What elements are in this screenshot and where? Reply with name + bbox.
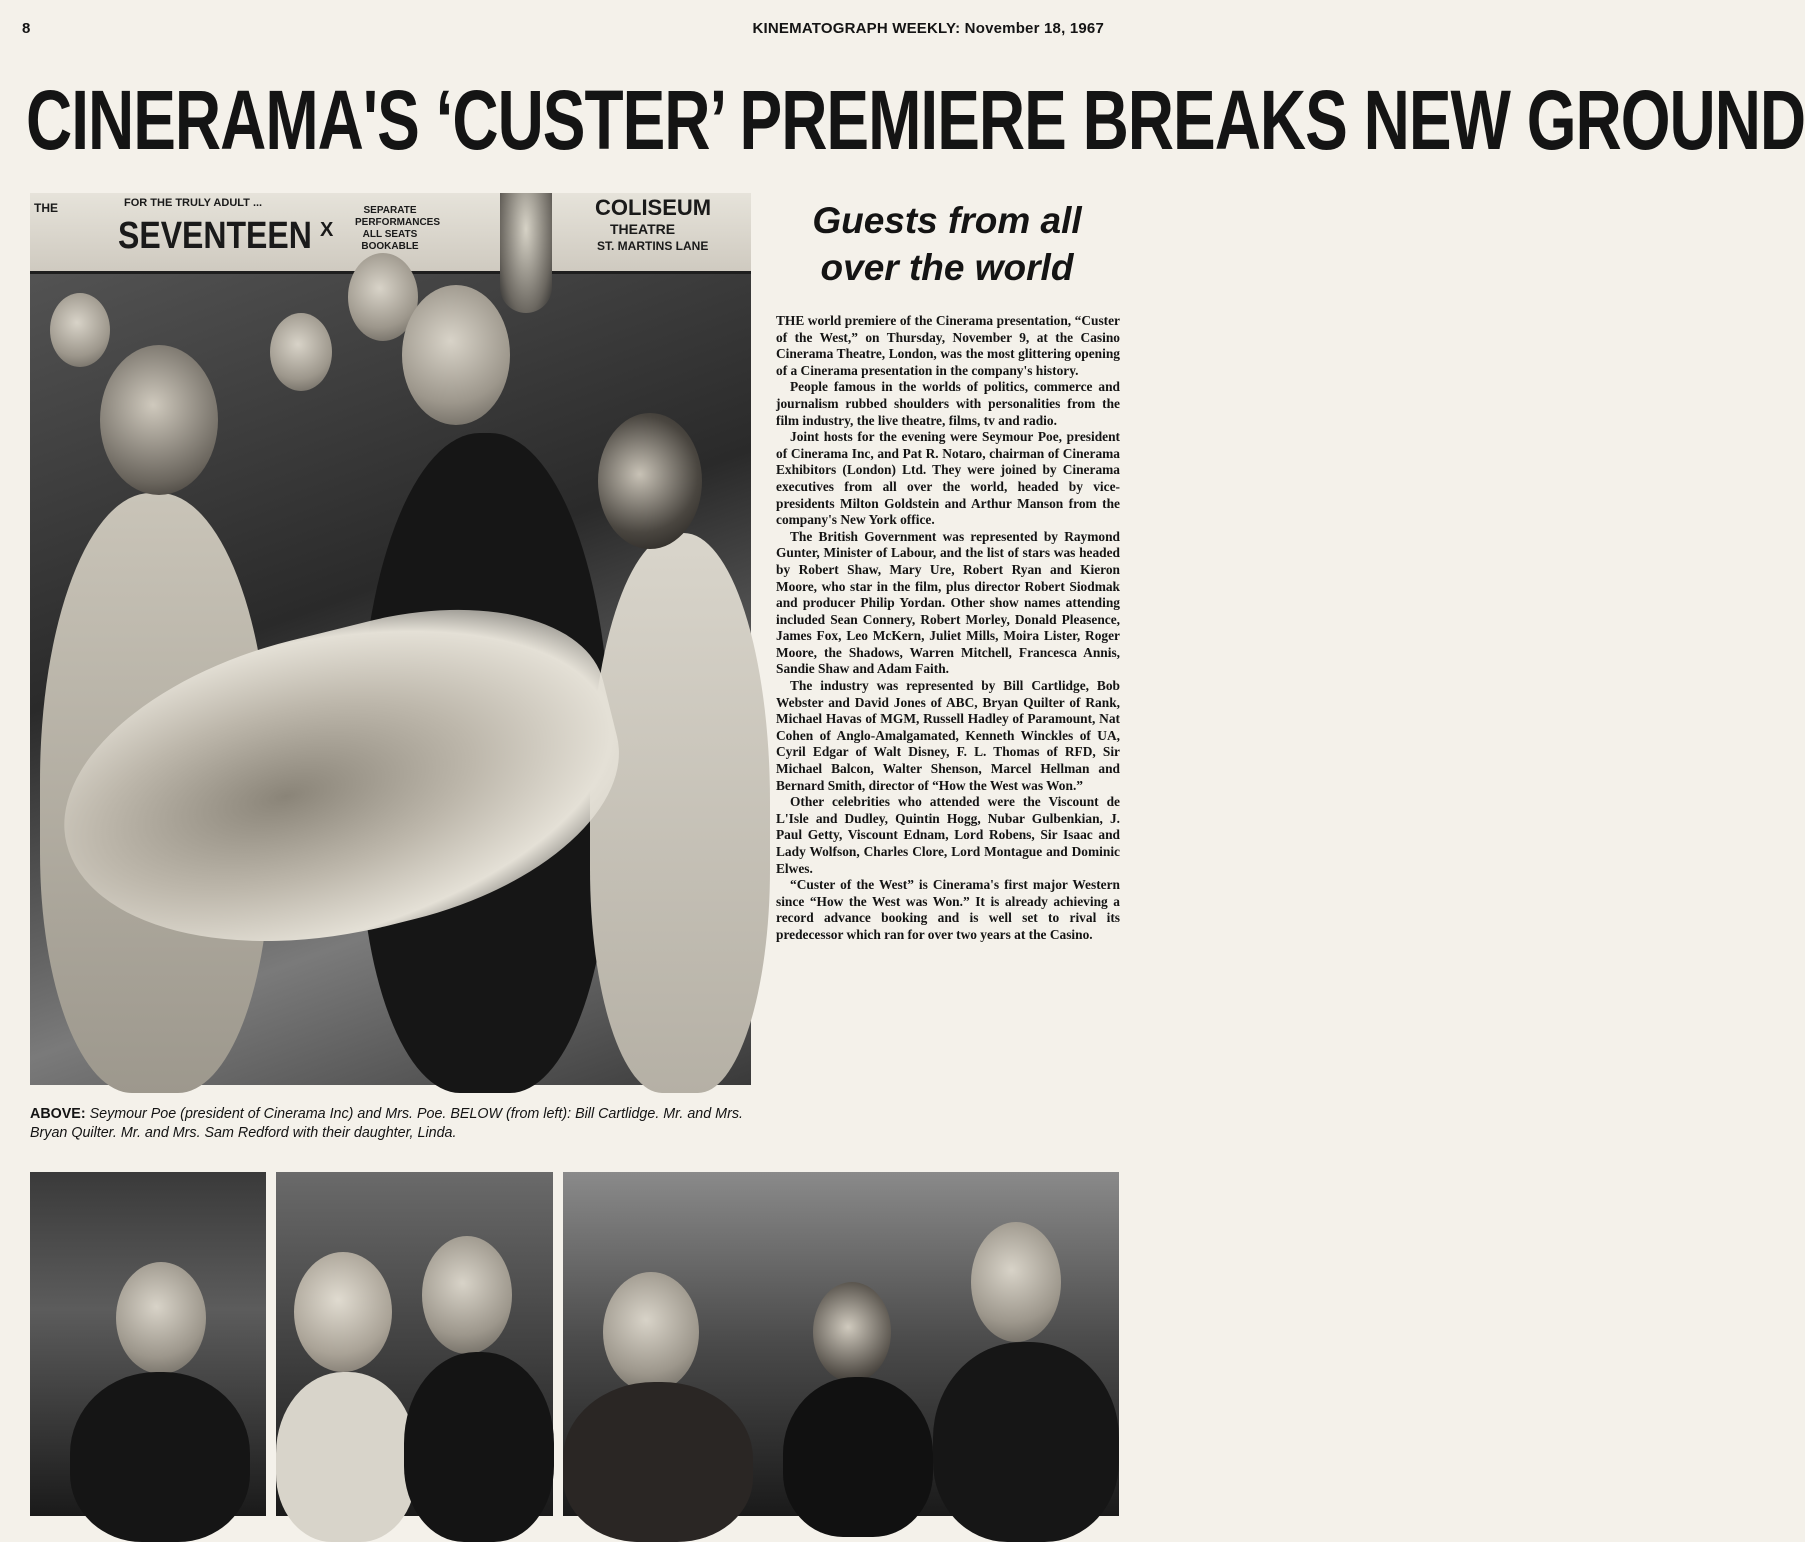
crowd-head	[270, 313, 332, 391]
sign-seventeen: SEVENTEEN	[118, 213, 312, 257]
person-coat	[783, 1377, 933, 1537]
person-head	[294, 1252, 392, 1372]
woman-right-head	[598, 413, 702, 549]
sign-rating: X	[320, 219, 334, 241]
photo-quilter	[276, 1172, 553, 1516]
article-paragraph: Joint hosts for the evening were Seymour Poe, president of Cinerama Inc, and Pat R. Notaro, chairman of Cinerama Exhibitors (London) Ltd. They were joined by Cinerama executives from all over the world, headed by vice-presidents Milton Goldstein and Arthur Manson from the company's New York office.	[776, 429, 1120, 528]
person-dress	[276, 1372, 416, 1542]
caption-lead: ABOVE:	[30, 1106, 86, 1122]
running-head: KINEMATOGRAPH WEEKLY: November 18, 1967	[752, 20, 1104, 37]
caption-text: Seymour Poe (president of Cinerama Inc) and Mrs. Poe. BELOW (from left): Bill Cartlidge. Mr. and Mrs. Bryan Quilter. Mr. and Mrs. Sam Redford with their daughter, Linda.	[30, 1106, 743, 1141]
sign-lane: ST. MARTINS LANE	[597, 239, 709, 253]
man-head	[402, 285, 510, 425]
woman-left-head	[100, 345, 218, 495]
person-suit	[70, 1372, 250, 1542]
woman-right	[590, 533, 770, 1093]
sign-adult: FOR THE TRULY ADULT ...	[124, 197, 263, 209]
person-head	[116, 1262, 206, 1374]
photo-redford	[563, 1172, 1119, 1516]
photo-caption	[30, 1105, 752, 1143]
photo-bill-cartlidge	[30, 1172, 266, 1516]
person-head	[603, 1272, 699, 1392]
sign-theatre: THEATRE	[610, 221, 676, 237]
article-body	[776, 313, 1120, 944]
sign-separate: SEPARATE PERFORMANCES ALL SEATS BOOKABLE	[355, 205, 441, 252]
person-head	[422, 1236, 512, 1354]
article-paragraph: People famous in the worlds of politics, commerce and journalism rubbed shoulders with personalities from the film industry, the live theatre, films, tv and radio.	[776, 379, 1120, 428]
headline: CINERAMA'S ‘CUSTER’ PREMIERE BREAKS NEW GROUND	[26, 72, 1805, 168]
person-suit	[404, 1352, 554, 1542]
article-paragraph: The industry was represented by Bill Cartlidge, Bob Webster and David Jones of ABC, Bryan Quilter of Rank, Michael Havas of MGM, Russell Hadley of Paramount, Nat Cohen of Anglo-Amalgamated, Kenneth Winckles of UA, Cyril Edgar of Walt Disney, F. L. Thomas of RFD, Sir Michael Balcon, Walter Shenson, Marcel Hellman and Bernard Smith, director of “How the West was Won.”	[776, 678, 1120, 793]
sub-heading: Guests from all over the world	[812, 200, 1082, 288]
person-fur-coat	[563, 1382, 753, 1542]
article-paragraph: Other celebrities who attended were the Viscount de L'Isle and Dudley, Quintin Hogg, Nubar Gulbenkian, J. Paul Getty, Viscount Ednam, Lord Robens, Sir Isaac and Lady Wolfson, Charles Clore, Lord Montague and Dominic Elwes.	[776, 794, 1120, 876]
sign-cinema: COLISEUM	[595, 195, 712, 220]
main-photo	[30, 193, 751, 1085]
sign-the: THE	[34, 201, 58, 215]
page-number: 8	[22, 20, 31, 37]
crowd-head	[50, 293, 110, 367]
article-paragraph: The British Government was represented by Raymond Gunter, Minister of Labour, and the list of stars was headed by Robert Shaw, Mary Ure, Robert Ryan and Kieron Moore, who star in the film, plus director Robert Siodmak and producer Philip Yordan. Other show names attending included Sean Connery, Robert Morley, Donald Pleasence, James Fox, Leo McKern, Juliet Mills, Moira Lister, Roger Moore, the Shadows, Warren Mitchell, Francesca Annis, Sandie Shaw and Adam Faith.	[776, 528, 1120, 677]
person-head	[813, 1282, 891, 1382]
person-head	[971, 1222, 1061, 1342]
person-suit	[933, 1342, 1119, 1542]
article-paragraph: THE world premiere of the Cinerama presentation, “Custer of the West,” on Thursday, November 9, at the Casino Cinerama Theatre, London, was the most glittering opening of a Cinerama presentation in the company's history.	[776, 313, 1120, 378]
lamp	[500, 193, 552, 313]
article-paragraph: “Custer of the West” is Cinerama's first major Western since “How the West was Won.” It is already achieving a record advance booking and is well set to rival its predecessor which ran for over two years at the Casino.	[776, 877, 1120, 942]
